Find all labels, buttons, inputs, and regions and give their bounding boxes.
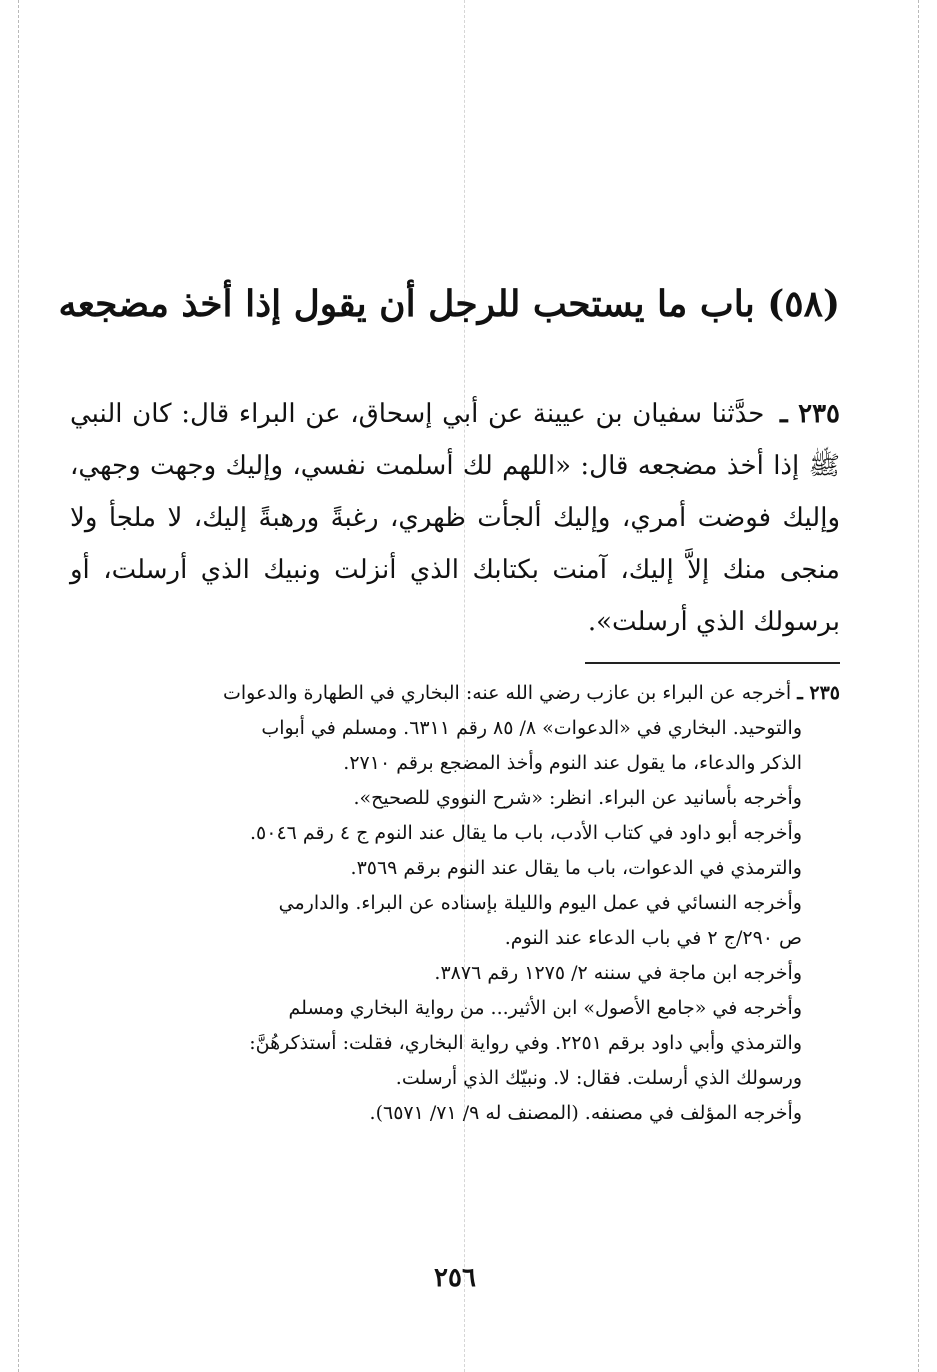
footnote-separator	[585, 662, 840, 664]
footnote-line: الذكر والدعاء، ما يقول عند النوم وأخذ المضجع برقم ٢٧١٠.	[343, 752, 802, 774]
footnote-line: ورسولك الذي أرسلت. فقال: لا. ونبيّك الذي أرسلت.	[395, 1067, 802, 1089]
footnote-line: وأخرجه أبو داود في كتاب الأدب، باب ما يقال عند النوم ج ٤ رقم ٥٠٤٦.	[249, 822, 802, 844]
footnote-line	[70, 676, 840, 711]
footnotes	[70, 676, 840, 1131]
scan-fold-line-right	[918, 0, 919, 1372]
footnote-line: وأخرجه النسائي في عمل اليوم والليلة بإسناده عن البراء. والدارمي	[278, 892, 802, 914]
footnote-number: ٢٣٥ ـ	[797, 682, 840, 704]
chapter-title: (٥٨) باب ما يستحب للرجل أن يقول إذا أخذ مضجعه	[58, 283, 840, 325]
footnote-line: وأخرجه بأسانيد عن البراء. انظر: «شرح النووي للصحيح».	[353, 787, 802, 809]
footnote-line: وأخرجه في «جامع الأصول» ابن الأثير... من رواية البخاري ومسلم	[288, 997, 802, 1019]
footnote-line: ص ٢٩٠/ج ٢ في باب الدعاء عند النوم.	[504, 927, 802, 949]
footnote-text: أخرجه عن البراء بن عازب رضي الله عنه: البخاري في الطهارة والدعوات	[222, 682, 792, 704]
hadith-text: حدَّثنا سفيان بن عيينة عن أبي إسحاق، عن البراء قال: كان النبي ﷺ إذا أخذ مضجعه قال: «اللهم لك أسلمت نفسي، وإليك وجهت وجهي، وإليك فوضت أمري، وإليك ألجأت ظهري، رغبةً ورهبةً إليك، لا ملجأ ولا منجى منك إلاَّ إليك، آمنت بكتابك الذي أنزلت ونبيك الذي أرسلت، أو برسولك الذي أرسلت».	[70, 399, 840, 637]
footnote-line: والترمذي وأبي داود برقم ٢٢٥١. وفي رواية البخاري، فقلت: أستذكرهُنَّ:	[249, 1032, 802, 1054]
hadith-paragraph	[70, 388, 840, 648]
footnote-line: والترمذي في الدعوات، باب ما يقال عند النوم برقم ٣٥٦٩.	[350, 857, 802, 879]
scan-fold-line-left	[18, 0, 19, 1372]
book-page	[58, 0, 841, 1372]
page-number: ٢٥٦	[434, 1263, 476, 1293]
footnote-line: والتوحيد. البخاري في «الدعوات» ٨/ ٨٥ رقم ٦٣١١. ومسلم في أبواب	[261, 717, 802, 739]
hadith-number: ٢٣٥ ـ	[780, 399, 841, 429]
footnote-line: وأخرجه ابن ماجة في سننه ٢/ ١٢٧٥ رقم ٣٨٧٦.	[434, 962, 802, 984]
footnote-line: وأخرجه المؤلف في مصنفه. (المصنف له ٩/ ٧١/ ٦٥٧١).	[369, 1102, 802, 1124]
